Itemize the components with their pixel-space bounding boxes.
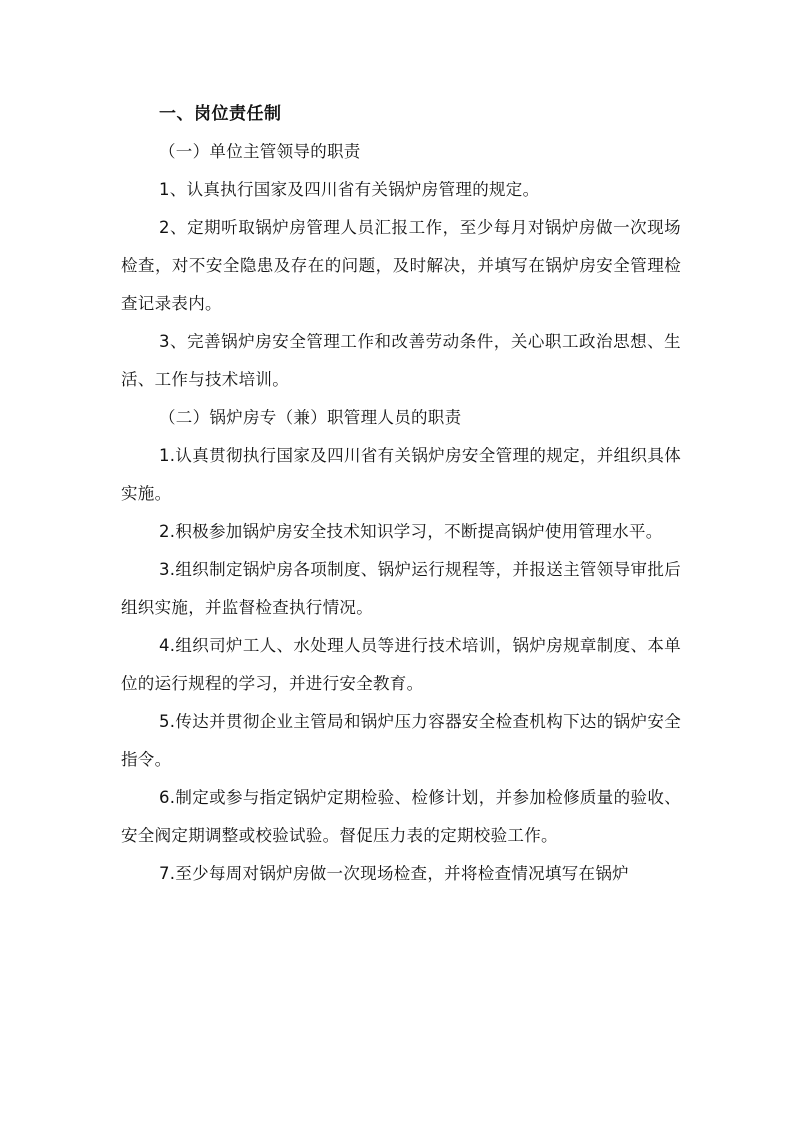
paragraph-item: 2.积极参加锅炉房安全技术知识学习，不断提高锅炉使用管理水平。	[159, 522, 663, 541]
document-body	[121, 95, 681, 893]
section-title: 一、岗位责任制	[159, 104, 282, 124]
paragraph-item: 1.认真贯彻执行国家及四川省有关锅炉房安全管理的规定，并组织具体实施。	[121, 446, 681, 503]
paragraph-item: 5.传达并贯彻企业主管局和锅炉压力容器安全检查机构下达的锅炉安全指令。	[121, 712, 681, 769]
paragraph-item: 1、认真执行国家及四川省有关锅炉房管理的规定。	[159, 180, 540, 199]
paragraph-item: 3.组织制定锅炉房各项制度、锅炉运行规程等，并报送主管领导审批后组织实施，并监督检查执行情况。	[121, 560, 681, 617]
paragraph-item: 7.至少每周对锅炉房做一次现场检查，并将检查情况填写在锅炉	[159, 864, 629, 883]
subsection-title-leader-duties: （一）单位主管领导的职责	[159, 142, 361, 161]
paragraph-item: 3、完善锅炉房安全管理工作和改善劳动条件，关心职工政治思想、生活、工作与技术培训。	[121, 332, 681, 389]
paragraph-item: 4.组织司炉工人、水处理人员等进行技术培训，锅炉房规章制度、本单位的运行规程的学习，并进行安全教育。	[121, 636, 681, 693]
paragraph-item: 6.制定或参与指定锅炉定期检验、检修计划，并参加检修质量的验收、安全阀定期调整或校验试验。督促压力表的定期校验工作。	[121, 788, 681, 845]
subsection-title-manager-duties: （二）锅炉房专（兼）职管理人员的职责	[159, 408, 462, 427]
paragraph-item: 2、定期听取锅炉房管理人员汇报工作，至少每月对锅炉房做一次现场检查，对不安全隐患及存在的问题，及时解决，并填写在锅炉房安全管理检查记录表内。	[121, 218, 681, 313]
